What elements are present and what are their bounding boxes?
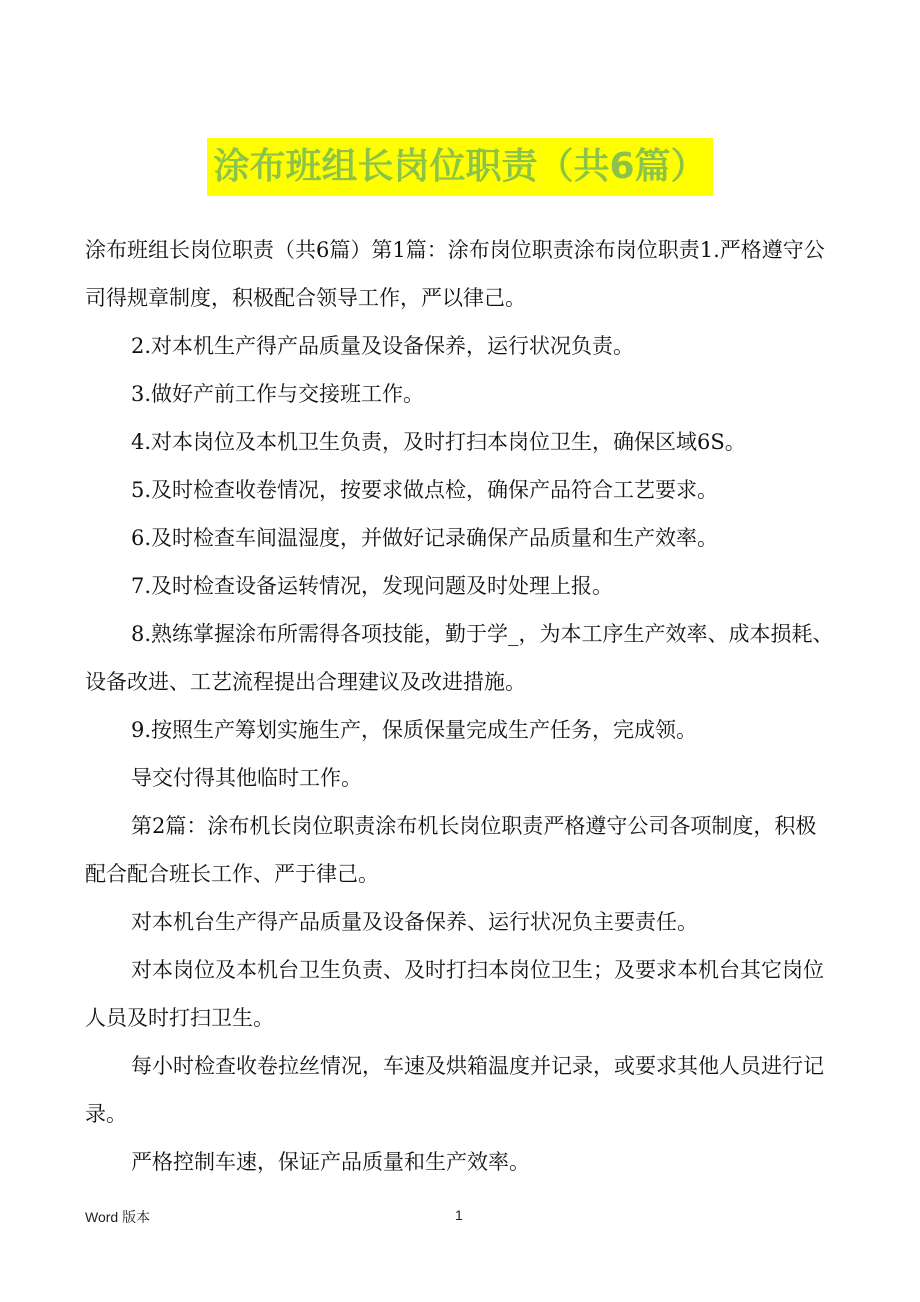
paragraph: 6.及时检查车间温湿度，并做好记录确保产品质量和生产效率。 (131, 526, 719, 550)
footer-version-label: Word 版本 (85, 1209, 151, 1225)
paragraph: 8.熟练掌握涂布所需得各项技能，勤于学_，为本工序生产效率、成本损耗、设备改进、工艺流程提出合理建议及改进措施。 (85, 622, 834, 694)
paragraph: 第2篇：涂布机长岗位职责涂布机长岗位职责严格遵守公司各项制度，积极配合配合班长工作、严于律己。 (85, 814, 817, 886)
paragraph: 2.对本机生产得产品质量及设备保养，运行状况负责。 (131, 334, 635, 358)
document-body (85, 226, 835, 1186)
paragraph: 涂布班组长岗位职责（共6篇）第1篇：涂布岗位职责涂布岗位职责1.严格遵守公司得规章制度，积极配合领导工作，严以律己。 (85, 238, 825, 310)
document-title: 涂布班组长岗位职责（共6篇） (207, 138, 712, 196)
paragraph: 对本岗位及本机台卫生负责、及时打扫本岗位卫生；及要求本机台其它岗位人员及时打扫卫生。 (85, 958, 824, 1030)
paragraph: 严格控制车速，保证产品质量和生产效率。 (131, 1150, 530, 1174)
paragraph: 9.按照生产筹划实施生产，保质保量完成生产任务，完成领。 (131, 718, 698, 742)
paragraph: 导交付得其他临时工作。 (131, 766, 362, 790)
title-wrapper (0, 138, 920, 196)
footer-page-number: 1 (455, 1207, 463, 1223)
paragraph: 每小时检查收卷拉丝情况，车速及烘箱温度并记录，或要求其他人员进行记录。 (85, 1054, 824, 1126)
paragraph: 3.做好产前工作与交接班工作。 (131, 382, 425, 406)
paragraph: 对本机台生产得产品质量及设备保养、运行状况负主要责任。 (131, 910, 698, 934)
paragraph: 7.及时检查设备运转情况，发现问题及时处理上报。 (131, 574, 614, 598)
paragraph: 4.对本岗位及本机卫生负责，及时打扫本岗位卫生，确保区域6S。 (131, 430, 746, 454)
paragraph: 5.及时检查收卷情况，按要求做点检，确保产品符合工艺要求。 (131, 478, 719, 502)
